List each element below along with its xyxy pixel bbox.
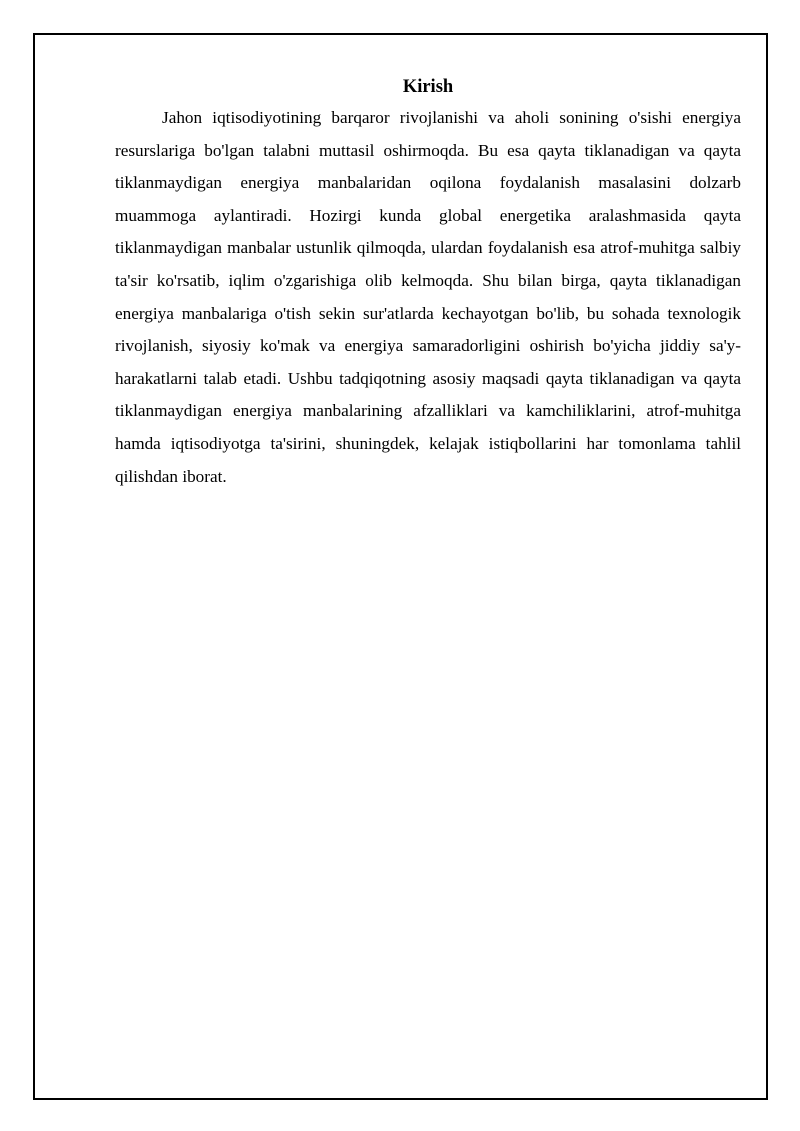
intro-paragraph: Jahon iqtisodiyotining barqaror rivojlanishi va aholi sonining o'sishi energiya resurslariga bo'lgan talabni muttasil oshirmoqda. Bu esa qayta tiklanadigan va qayta tiklanmaydigan energiya manbalaridan oqilona foydalanish masalasini dolzarb muammoga aylantiradi. Hozirgi kunda global energetika aralashmasida qayta tiklanmaydigan manbalar ustunlik qilmoqda, ulardan foydalanish esa atrof-muhitga salbiy ta'sir ko'rsatib, iqlim o'zgarishiga olib kelmoqda. Shu bilan birga, qayta tiklanadigan energiya manbalariga o'tish sekin sur'atlarda kechayotgan bo'lib, bu sohada texnologik rivojlanish, siyosiy ko'mak va energiya samaradorligini oshirish bo'yicha jiddiy sa'y-harakatlarni talab etadi. Ushbu tadqiqotning asosiy maqsadi qayta tiklanadigan va qayta tiklanmaydigan energiya manbalarining afzalliklari va kamchiliklarini, atrof-muhitga hamda iqtisodiyotga ta'sirini, shuningdek, kelajak istiqbollarini har tomonlama tahlil qilishdan iborat. <box>115 108 741 486</box>
section-heading: Kirish <box>402 77 454 97</box>
document-body <box>115 72 741 493</box>
